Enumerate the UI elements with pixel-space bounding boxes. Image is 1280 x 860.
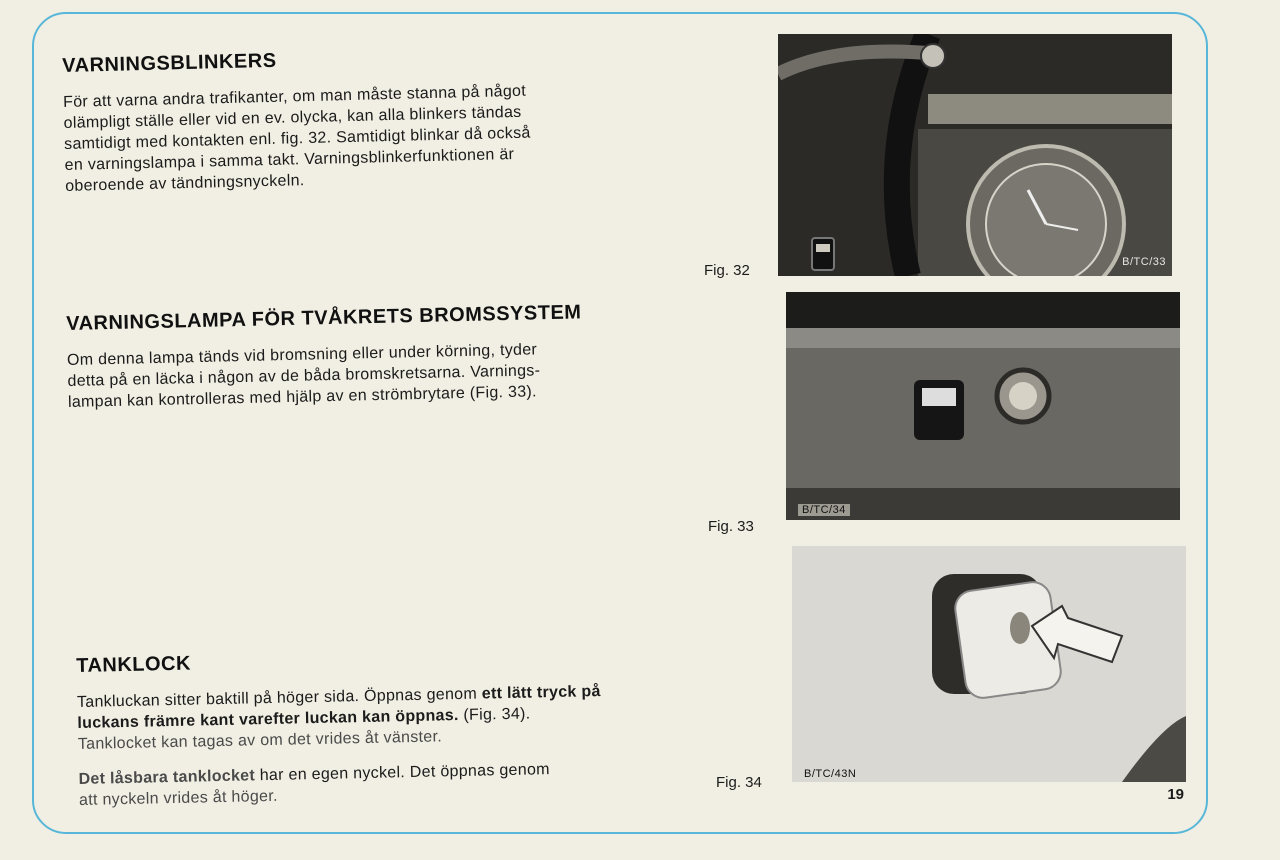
section-varningsblinkers [62, 41, 645, 197]
text-run: Tankluckan sitter baktill på höger sida. Öppnas genom [76, 685, 482, 711]
figure-32-photo-dashboard [778, 34, 1172, 276]
section-body [77, 680, 648, 755]
text-line: oberoende av tändningsnyckeln. [65, 172, 305, 195]
figure-33-photo-switch [786, 292, 1180, 520]
dashboard-clock-illustration [778, 34, 1172, 276]
section-tanklock [76, 643, 649, 811]
brake-switch-illustration [786, 292, 1180, 520]
figure-code: B/TC/43N [804, 768, 857, 780]
text-run: att nyckeln vrides åt höger. [78, 787, 278, 809]
section-heading: TANKLOCK [76, 652, 192, 677]
text-run-bold: Det låsbara tanklocket [78, 767, 256, 788]
section-heading: VARNINGSLAMPA FÖR TVÅKRETS BROMSSYSTEM [66, 301, 582, 335]
text-line: olämpligt ställe eller vid en ev. olycka, kan alla blinkers tändas [63, 103, 522, 132]
figure-code: B/TC/33 [1122, 256, 1166, 268]
text-line: Om denna lampa tänds vid bromsning eller under körning, tyder [66, 341, 538, 369]
text-line: samtidigt med kontakten enl. fig. 32. Samtidigt blinkar då också [63, 124, 531, 153]
text-run: har en egen nyckel. Det öppnas genom [254, 761, 550, 785]
text-run: Tanklocket kan tagas av om det vrides åt vänster. [77, 728, 443, 753]
figure-caption: Fig. 33 [708, 518, 754, 535]
text-line: För att varna andra trafikanter, om man måste stanna på något [62, 82, 527, 111]
figure-code: B/TC/34 [798, 504, 850, 516]
section-heading: VARNINGSBLINKERS [62, 49, 277, 77]
figure-caption: Fig. 32 [704, 262, 750, 279]
figure-34-photo-fuel-lid [792, 546, 1186, 782]
section-varningslampa [66, 300, 633, 413]
page-number: 19 [1167, 786, 1184, 803]
fuel-lid-illustration [792, 546, 1186, 782]
figure-caption: Fig. 34 [716, 774, 762, 791]
section-body [67, 337, 633, 413]
text-line: detta på en läcka i någon av de båda bromskretsarna. Varnings- [67, 362, 541, 390]
text-line: lampan kan kontrolleras med hjälp av en strömbrytare (Fig. 33). [67, 383, 537, 411]
section-body [63, 78, 645, 197]
text-run: (Fig. 34). [458, 705, 531, 724]
text-line: en varningslampa i samma takt. Varningsblinkerfunktionen är [64, 145, 515, 174]
text-run-bold: ett lätt tryck på luckans främre kant varefter luckan kan öppnas. [77, 683, 601, 732]
